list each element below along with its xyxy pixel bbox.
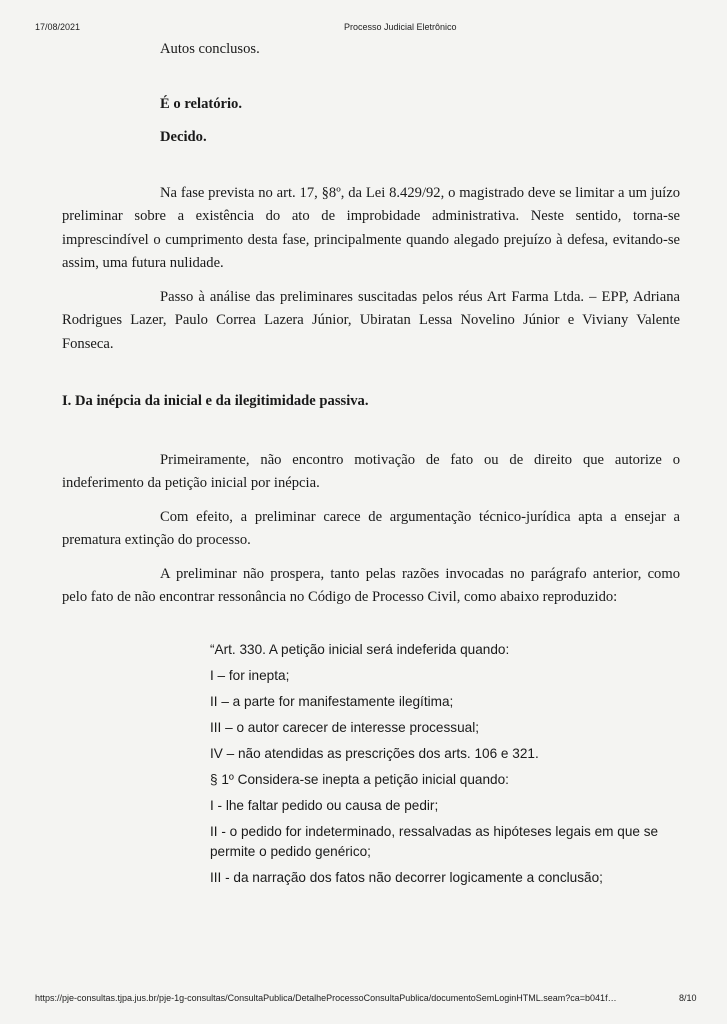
print-title: Processo Judicial Eletrônico bbox=[344, 22, 457, 32]
legal-quote bbox=[62, 640, 680, 888]
paragraph-2: Passo à análise das preliminares suscitadas pelos réus Art Farma Ltda. – EPP, Adriana Rodrigues Lazer, Paulo Correa Lazera Júnior, Ubiratan Lessa Novelino Júnior e Viviany Valente Fonseca. bbox=[62, 288, 680, 352]
page-counter: 8/10 bbox=[679, 993, 697, 1003]
quote-line: I – for inepta; bbox=[210, 667, 290, 683]
paragraph-1: Na fase prevista no art. 17, §8º, da Lei 8.429/92, o magistrado deve se limitar a um juízo preliminar sobre a existência do ato de improbidade administrativa. Neste sentido, torna-se imprescindível o cumprimento desta fase, principalmente quando alegado prejuízo à defesa, evitando-se assim, uma futura nulidade. bbox=[62, 184, 680, 271]
relatorio-label: É o relatório. bbox=[160, 95, 243, 112]
section-heading: I. Da inépcia da inicial e da ilegitimidade passiva. bbox=[62, 393, 369, 409]
decido-label: Decido. bbox=[160, 129, 207, 145]
print-url: https://pje-consultas.tjpa.jus.br/pje-1g-consultas/ConsultaPublica/DetalheProcessoConsultaPublica/documentoSemLoginHTML.seam?ca=b041f… bbox=[35, 993, 617, 1003]
quote-line: III - da narração dos fatos não decorrer logicamente a conclusão; bbox=[210, 869, 603, 885]
quote-line: III – o autor carecer de interesse processual; bbox=[210, 719, 479, 735]
print-footer bbox=[0, 993, 727, 1007]
quote-line: IV – não atendidas as prescrições dos arts. 106 e 321. bbox=[210, 745, 539, 761]
quote-line: § 1º Considera-se inepta a petição inicial quando: bbox=[210, 771, 509, 787]
quote-line: I - lhe faltar pedido ou causa de pedir; bbox=[210, 797, 439, 813]
quote-line: “Art. 330. A petição inicial será indeferida quando: bbox=[210, 641, 510, 657]
quote-line: II – a parte for manifestamente ilegítima; bbox=[210, 693, 454, 709]
document-body bbox=[62, 38, 680, 894]
paragraph-3: Primeiramente, não encontro motivação de fato ou de direito que autorize o indeferimento da petição inicial por inépcia. bbox=[62, 451, 680, 491]
print-header bbox=[0, 22, 727, 36]
paragraph-5: A preliminar não prospera, tanto pelas razões invocadas no parágrafo anterior, como pelo fato de não encontrar ressonância no Código de Processo Civil, como abaixo reproduzido: bbox=[62, 565, 680, 605]
print-date: 17/08/2021 bbox=[35, 22, 81, 32]
autos-conclusos: Autos conclusos. bbox=[160, 41, 260, 57]
quote-line: II - o pedido for indeterminado, ressalvadas as hipóteses legais em que se permite o pedido genérico; bbox=[210, 823, 659, 859]
paragraph-4: Com efeito, a preliminar carece de argumentação técnico-jurídica apta a ensejar a prematura extinção do processo. bbox=[62, 508, 680, 548]
